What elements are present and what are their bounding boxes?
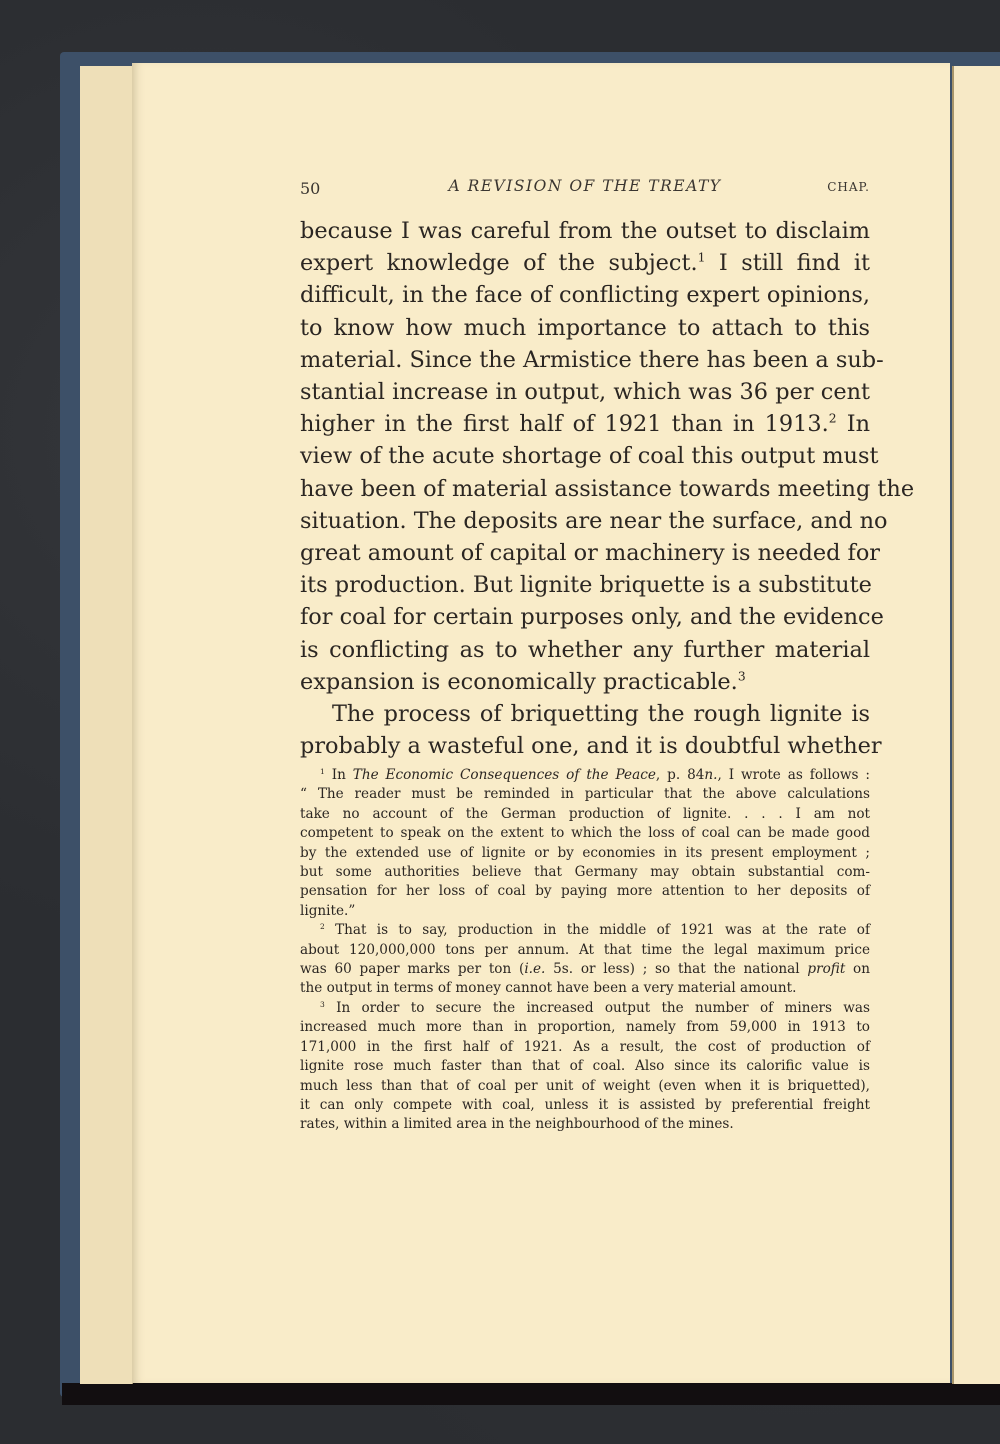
- footnote-line: [300, 766, 870, 785]
- line-text: In: [836, 411, 870, 438]
- footnote-line: [300, 844, 870, 863]
- body-line: [300, 505, 888, 537]
- space: [325, 767, 332, 783]
- footnote-line: [300, 960, 870, 979]
- footnote-line: [300, 1018, 870, 1037]
- footnote-text: 5s. or less) ; so that the national: [545, 961, 808, 978]
- footnote-1: [300, 766, 870, 921]
- body-line: [300, 537, 881, 569]
- body-line: [300, 698, 870, 730]
- footnote-text: but some authorities believe that Germany may obtain substantial com-: [300, 864, 870, 881]
- italic-text: The Economic Consequences of the Peace: [352, 767, 656, 783]
- footnote-3: [300, 999, 870, 1135]
- footnote-line: [300, 979, 870, 998]
- line-text: view of the acute shortage of coal this output must: [300, 443, 879, 470]
- page-number: 50: [300, 179, 321, 198]
- italic-text: profit: [807, 961, 846, 978]
- line-text: have been of material assistance towards meeting the: [300, 475, 915, 502]
- running-head: [300, 177, 870, 201]
- line-text: situation. The deposits are near the surface, and no: [300, 507, 888, 534]
- footnote-text: That is to say, production in the middle of 1921 was at the rate of: [335, 922, 870, 939]
- line-text: to know how much importance to attach to this: [300, 314, 870, 341]
- footnote-line: [300, 941, 870, 960]
- footnote-text: it can only compete with coal, unless it is assisted by preferential freight: [300, 1096, 870, 1113]
- footnote-line: [300, 824, 870, 843]
- footnote-line: [300, 785, 870, 804]
- footnote-text: pensation for her loss of coal by paying more attention to her deposits of: [300, 883, 870, 900]
- footnote-text: take no account of the German production of lignite. . . . I am not: [300, 805, 870, 822]
- body-line: [300, 376, 870, 408]
- running-title: A REVISION OF THE TREATY: [448, 177, 722, 195]
- line-text: because I was careful from the outset to disclaim: [300, 218, 870, 244]
- footnote-text: increased much more than in proportion, namely from 59,000 in 1913 to: [300, 1019, 870, 1036]
- body-line: [300, 569, 870, 601]
- body-line: [300, 601, 884, 633]
- page-edge: [114, 66, 133, 1384]
- footnotes: [300, 766, 870, 1135]
- line-text: its production. But lignite briquette is a substitute: [300, 572, 872, 599]
- line-text: expansion is economically practicable.: [300, 668, 738, 695]
- footnote-2: [300, 921, 870, 999]
- body-text: [300, 215, 915, 762]
- footnote-marker: 2: [320, 922, 325, 932]
- body-line: [300, 473, 915, 505]
- italic-text: n.: [704, 767, 718, 783]
- footnote-text: lignite rose much faster than that of coal. Also since its calorific value is: [300, 1058, 870, 1075]
- footnote-line: [300, 902, 870, 921]
- body-line: [300, 247, 870, 279]
- footnote-line: [300, 1096, 870, 1115]
- footnote-text: by the extended use of lignite or by economies in its present employment ;: [300, 844, 870, 861]
- cover-shadow: [62, 1383, 1000, 1405]
- line-text: stantial increase in output, which was 36 per cent: [300, 379, 870, 406]
- footnote-text: rates, within a limited area in the neighbourhood of the mines.: [300, 1116, 734, 1133]
- line-text: expert knowledge of the subject.: [300, 250, 698, 277]
- footnote-line: [300, 863, 870, 882]
- footnote-text: lignite.”: [300, 902, 356, 919]
- line-text: difficult, in the face of conflicting expert opinions,: [300, 282, 870, 309]
- body-line: [300, 279, 870, 311]
- italic-text: i.e.: [524, 961, 546, 978]
- line-text: probably a wasteful one, and it is doubtful whether: [300, 733, 882, 760]
- body-line: [300, 634, 870, 666]
- space: [325, 1000, 336, 1016]
- body-line: [300, 312, 870, 344]
- line-text: great amount of capital or machinery is needed for: [300, 540, 881, 567]
- footnote-text: much less than that of coal per unit of weight (even when it is briquetted),: [300, 1077, 870, 1094]
- footnote-line: [300, 805, 870, 824]
- footnote-text: on: [845, 961, 871, 978]
- chapter-label: CHAP.: [827, 180, 870, 194]
- line-text: The process of briquetting the rough lignite is: [332, 701, 870, 728]
- line-text: for coal for certain purposes only, and the evidence: [300, 604, 884, 631]
- footnote-line: [300, 999, 870, 1018]
- footnote-text: In order to secure the increased output the number of miners was: [336, 999, 871, 1016]
- footnote-text: 171,000 in the first half of 1921. As a result, the cost of production of: [300, 1038, 870, 1055]
- line-text: higher in the first half of 1921 than in 1913.: [300, 411, 829, 438]
- footnote-text: the output in terms of money cannot have been a very material amount.: [300, 980, 797, 997]
- footnote-line: [300, 1115, 870, 1134]
- footnote-text: In: [331, 767, 353, 783]
- footnote-text: , p. 84: [655, 767, 705, 783]
- footnote-ref: 3: [737, 669, 746, 684]
- line-text: material. Since the Armistice there has been a sub-: [300, 346, 884, 373]
- facing-page-edge: [952, 66, 1000, 1384]
- body-line: [300, 408, 870, 440]
- footnote-line: [300, 921, 870, 940]
- footnote-text: , I wrote as follows :: [717, 767, 870, 783]
- footnote-line: [300, 1057, 870, 1076]
- page-edge: [80, 66, 95, 1384]
- footnote-ref: 1: [697, 250, 706, 265]
- footnote-text: competent to speak on the extent to which the loss of coal can be made good: [300, 825, 870, 842]
- space: [325, 922, 335, 938]
- footnote-ref: 2: [828, 411, 837, 426]
- body-line: [300, 215, 870, 247]
- body-line: [300, 730, 882, 762]
- body-line: [300, 666, 870, 698]
- footnote-text: was 60 paper marks per ton (: [300, 961, 525, 978]
- footnote-marker: 1: [320, 766, 325, 776]
- footnote-text: “ The reader must be reminded in particular that the above calculations: [300, 786, 870, 803]
- footnote-marker: 3: [320, 999, 325, 1009]
- footnote-line: [300, 1038, 870, 1057]
- footnote-line: [300, 1077, 870, 1096]
- line-text: I still find it: [705, 250, 870, 277]
- footnote-text: about 120,000,000 tons per annum. At that time the legal maximum price: [300, 941, 870, 958]
- body-line: [300, 344, 884, 376]
- body-line: [300, 440, 879, 472]
- footnote-line: [300, 882, 870, 901]
- line-text: is conflicting as to whether any further material: [300, 636, 870, 663]
